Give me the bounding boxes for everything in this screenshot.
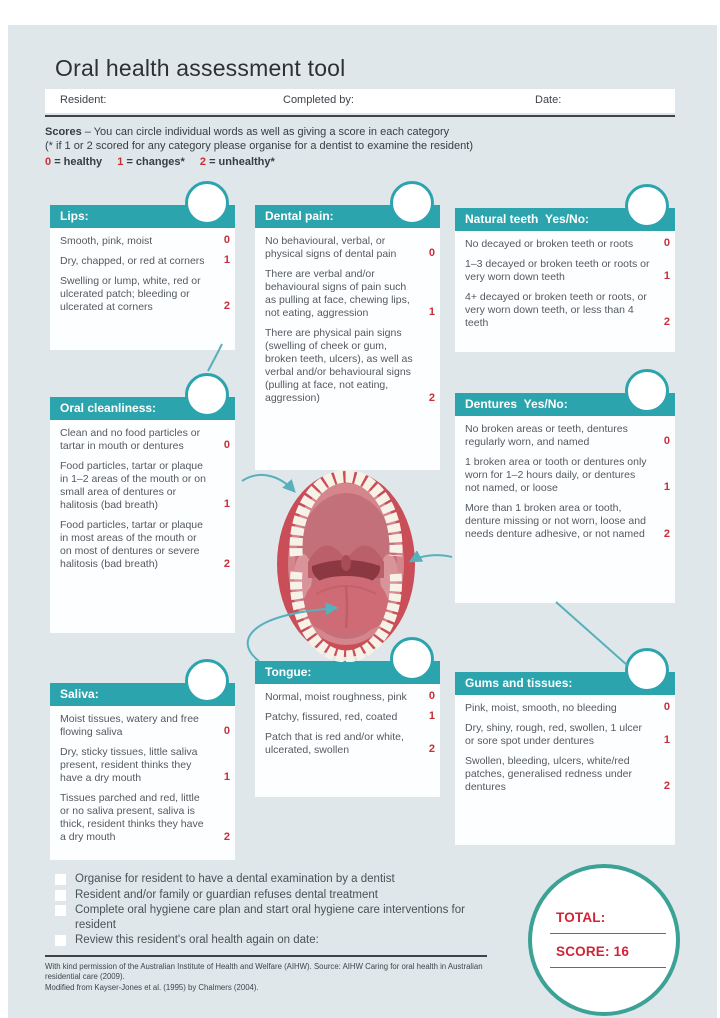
scores-rest: – You can circle individual words as well as giving a score in each category xyxy=(81,126,450,138)
criteria-text: 4+ decayed or broken teeth or roots, or very worn down teeth, or less than 4 teeth xyxy=(465,291,647,330)
resident-bar xyxy=(45,89,675,113)
criteria-score: 1 xyxy=(663,270,670,283)
criteria-item[interactable] xyxy=(465,722,670,748)
score-bubble[interactable] xyxy=(625,184,669,228)
checkbox[interactable] xyxy=(55,890,66,901)
document-page xyxy=(8,25,717,1018)
criteria-item[interactable] xyxy=(60,746,230,785)
criteria-item[interactable] xyxy=(265,327,435,405)
criteria-text: Swelling or lump, white, red or ulcerated patch; bleeding or ulcerated at corners xyxy=(60,275,201,314)
criteria-text: Food particles, tartar or plaque in 1–2 areas of the mouth or on small area of dentures or halitosis (bad breath) xyxy=(60,460,206,512)
score-bubble[interactable] xyxy=(625,369,669,413)
criteria-score: 2 xyxy=(223,557,230,570)
criteria-score: 0 xyxy=(428,690,435,703)
footnote-divider xyxy=(45,955,487,957)
criteria-text: Food particles, tartar or plaque in most areas of the mouth or on most of dentures or severe halitosis (bad breath) xyxy=(60,519,203,571)
checklist-item[interactable] xyxy=(55,933,500,948)
legend-1-label: = changes* xyxy=(126,156,185,169)
score-bubble[interactable] xyxy=(390,181,434,225)
score-bubble[interactable] xyxy=(185,659,229,703)
category-gums-tissues-box xyxy=(455,672,675,845)
criteria-text: Normal, moist roughness, pink xyxy=(265,691,407,703)
category-saliva-box xyxy=(50,683,235,860)
criteria-item[interactable] xyxy=(265,235,435,261)
criteria-item[interactable] xyxy=(465,258,670,284)
criteria-item[interactable] xyxy=(60,713,230,739)
score-legend xyxy=(45,155,665,169)
criteria-score: 1 xyxy=(223,498,230,511)
criteria-score: 2 xyxy=(663,780,670,793)
footnote-line1: With kind permission of the Australian Institute of Health and Welfare (AIHW). Source: AIHW Caring for oral health in Australian residential care (2009). xyxy=(45,962,483,982)
score-bubble[interactable] xyxy=(625,648,669,692)
footnote xyxy=(45,962,500,993)
criteria-score: 0 xyxy=(428,247,435,260)
legend-healthy xyxy=(45,156,102,168)
criteria-score: 1 xyxy=(223,254,230,267)
criteria-score: 0 xyxy=(663,435,670,448)
criteria-score: 0 xyxy=(223,725,230,738)
checklist-label: Complete oral hygiene care plan and start oral hygiene care interventions for resident xyxy=(75,904,465,931)
criteria-text: Dry, chapped, or red at corners xyxy=(60,255,205,268)
checkbox[interactable] xyxy=(55,905,66,916)
total-write-line[interactable] xyxy=(550,925,666,934)
criteria-score: 1 xyxy=(663,734,670,747)
legend-1-value: 1 xyxy=(117,156,124,169)
criteria-item[interactable] xyxy=(60,792,230,844)
criteria-score: 0 xyxy=(663,237,670,250)
criteria-score: 2 xyxy=(663,316,670,329)
scores-note xyxy=(45,125,665,169)
criteria-text: Clean and no food particles or tartar in mouth or dentures xyxy=(60,427,201,453)
category-tongue-box xyxy=(255,661,440,797)
category-lips-box xyxy=(50,205,235,350)
checklist-item[interactable] xyxy=(55,872,500,887)
criteria-text: Dry, sticky tissues, little saliva present, resident thinks they have a dry mouth xyxy=(60,746,198,785)
criteria-text: Pink, moist, smooth, no bleeding xyxy=(465,702,617,714)
category-dentures-box xyxy=(455,393,675,603)
criteria-item[interactable] xyxy=(265,268,435,320)
criteria-item[interactable] xyxy=(60,460,230,512)
total-score-circle xyxy=(528,864,680,1016)
criteria-item[interactable] xyxy=(60,275,230,314)
divider xyxy=(45,115,675,117)
criteria-text: Patch that is red and/or white, ulcerated, swollen xyxy=(265,731,404,757)
criteria-item[interactable] xyxy=(465,701,670,715)
gums-connector xyxy=(556,602,627,665)
criteria-item[interactable] xyxy=(465,755,670,794)
legend-0-label: = healthy xyxy=(54,156,103,169)
criteria-text: There are physical pain signs (swelling of cheek or gum, broken teeth, ulcers), as well as verbal and/or behavioural signs (pulling at face, not eating, aggression) xyxy=(265,327,413,405)
criteria-item[interactable] xyxy=(265,731,435,757)
criteria-score: 0 xyxy=(223,439,230,452)
criteria-item[interactable] xyxy=(465,502,670,541)
category-dental-pain-box xyxy=(255,205,440,470)
criteria-text: Swollen, bleeding, ulcers, white/red patches, generalised redness under dentures xyxy=(465,755,632,794)
score-write-line[interactable] xyxy=(550,959,666,968)
open-mouth-illustration xyxy=(272,466,420,662)
criteria-item[interactable] xyxy=(465,423,670,449)
score-bubble[interactable] xyxy=(185,373,229,417)
total-label: TOTAL: xyxy=(556,910,606,925)
criteria-score: 2 xyxy=(428,743,435,756)
criteria-score: 0 xyxy=(223,234,230,247)
criteria-score: 2 xyxy=(223,830,230,843)
category-header: Dental pain: xyxy=(255,205,440,228)
category-header: Oral cleanliness: xyxy=(50,397,235,420)
criteria-text: Dry, shiny, rough, red, swollen, 1 ulcer or sore spot under dentures xyxy=(465,722,643,748)
criteria-text: No behavioural, verbal, or physical signs of dental pain xyxy=(265,235,397,261)
completed-by-field[interactable]: Completed by: xyxy=(283,94,354,106)
criteria-text: Patchy, fissured, red, coated xyxy=(265,711,398,724)
criteria-score: 1 xyxy=(223,771,230,784)
checkbox[interactable] xyxy=(55,874,66,885)
date-field[interactable]: Date: xyxy=(535,94,562,106)
criteria-item[interactable] xyxy=(60,519,230,571)
criteria-score: 1 xyxy=(663,481,670,494)
criteria-item[interactable] xyxy=(465,456,670,495)
criteria-text: There are verbal and/or behavioural signs of pain such as pulling at face, chewing lips, not eating, aggression xyxy=(265,268,410,320)
scores-lead: Scores xyxy=(45,126,82,138)
category-header: Gums and tissues: xyxy=(455,672,675,695)
criteria-item[interactable] xyxy=(465,291,670,330)
criteria-text: Smooth, pink, moist xyxy=(60,235,153,247)
legend-2-label: = unhealthy* xyxy=(209,156,275,169)
criteria-text: More than 1 broken area or tooth, denture missing or not worn, loose and needs denture adhesive, or not named xyxy=(465,502,646,541)
criteria-text: Tissues parched and red, little or no saliva present, saliva is thick, resident thinks they have a dry mouth xyxy=(60,792,204,844)
score-bubble[interactable] xyxy=(185,181,229,225)
category-header: Lips: xyxy=(50,205,235,228)
checkbox[interactable] xyxy=(55,935,66,946)
checklist-item[interactable] xyxy=(55,888,500,903)
criteria-item[interactable] xyxy=(60,254,230,268)
criteria-score: 1 xyxy=(428,306,435,319)
category-header: Saliva: xyxy=(50,683,235,706)
criteria-item[interactable] xyxy=(465,237,670,251)
category-natural-teeth-box xyxy=(455,208,675,352)
scores-note-line1 xyxy=(45,125,665,139)
category-header: Dentures Yes/No: xyxy=(455,393,675,416)
scores-note-line2: (* if 1 or 2 scored for any category please organise for a dentist to examine the resident) xyxy=(45,140,474,153)
legend-unhealthy xyxy=(200,156,275,168)
criteria-score: 0 xyxy=(663,701,670,714)
footnote-line2: Modified from Kayser-Jones et al. (1995) by Chalmers (2004). xyxy=(45,982,259,992)
action-checklist xyxy=(55,872,500,949)
criteria-text: 1–3 decayed or broken teeth or roots or very worn down teeth xyxy=(465,258,650,284)
criteria-text: Moist tissues, watery and free flowing saliva xyxy=(60,713,199,739)
criteria-item[interactable] xyxy=(60,427,230,453)
criteria-text: No decayed or broken teeth or roots xyxy=(465,238,634,250)
checklist-label: Review this resident's oral health again on date: xyxy=(75,934,319,947)
legend-changes xyxy=(117,156,185,168)
criteria-item[interactable] xyxy=(265,690,435,704)
page-title: Oral health assessment tool xyxy=(55,55,346,81)
resident-field[interactable]: Resident: xyxy=(60,94,107,106)
checklist-item[interactable] xyxy=(55,903,500,932)
checklist-label: Resident and/or family or guardian refuses dental treatment xyxy=(75,888,378,901)
legend-0-value: 0 xyxy=(45,156,52,169)
category-header: Tongue: xyxy=(255,661,440,684)
category-oral-cleanliness-box xyxy=(50,397,235,633)
criteria-score: 2 xyxy=(428,391,435,404)
checklist-label: Organise for resident to have a dental examination by a dentist xyxy=(75,873,395,885)
score-label: SCORE: 16 xyxy=(556,944,630,959)
criteria-text: No broken areas or teeth, dentures regularly worn, and named xyxy=(465,423,628,449)
criteria-item[interactable] xyxy=(265,710,435,724)
category-header: Natural teeth Yes/No: xyxy=(455,208,675,231)
criteria-score: 1 xyxy=(428,710,435,723)
criteria-text: 1 broken area or tooth or dentures only worn for 1–2 hours daily, or dentures not named, or loose xyxy=(465,456,647,495)
legend-2-value: 2 xyxy=(199,156,207,169)
criteria-item[interactable] xyxy=(60,234,230,248)
criteria-score: 2 xyxy=(223,300,230,313)
criteria-score: 2 xyxy=(663,527,670,540)
